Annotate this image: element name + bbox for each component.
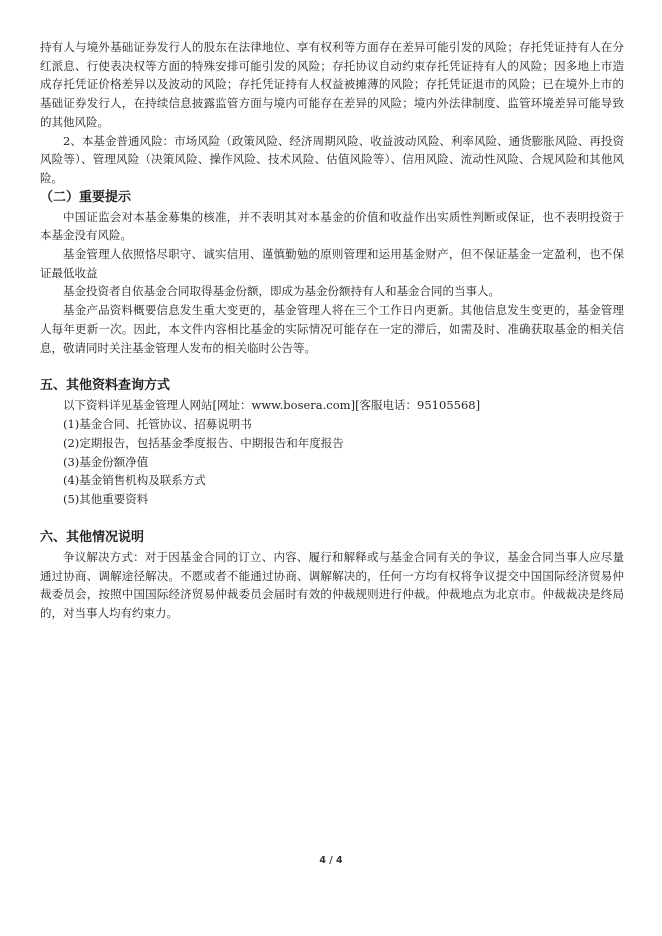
section-5-intro: 以下资料详见基金管理人网站[网址：www.bosera.com][客服电话：95105568] xyxy=(63,398,481,413)
list-item: (1)基金合同、托管协议、招募说明书 xyxy=(63,416,252,431)
list-item: (5)其他重要资料 xyxy=(63,492,149,507)
document-page xyxy=(40,38,624,623)
notice-paragraph-4: 基金产品资料概要信息发生重大变更的，基金管理人将在三个工作日内更新。其他信息发生变更的，基金管理人每年更新一次。因此，本文件内容相比基金的实际情况可能存在一定的滞后，如需及时、准确获取基金的相关信息，敬请同时关注基金管理人发布的相关临时公告等。 xyxy=(40,303,624,355)
section-6-heading: 六、其他情况说明 xyxy=(40,529,145,545)
section-5-heading: 五、其他资料查询方式 xyxy=(40,378,171,394)
list-item: (2)定期报告，包括基金季度报告、中期报告和年度报告 xyxy=(63,435,344,450)
list-item: (3)基金份额净值 xyxy=(63,454,149,469)
notice-paragraph-3: 基金投资者自依基金合同取得基金份额，即成为基金份额持有人和基金合同的当事人。 xyxy=(63,284,500,299)
important-notice-heading: （二）重要提示 xyxy=(40,189,132,205)
page-number: 4 / 4 xyxy=(319,855,343,866)
dispute-resolution-paragraph: 争议解决方式：对于因基金合同的订立、内容、履行和解释或与基金合同有关的争议，基金合同当事人应尽量通过协商、调解途径解决。不愿或者不能通过协商、调解解决的，任何一方均有权将争议提交中国国际经济贸易仲裁委员会，按照中国国际经济贸易仲裁委员会届时有效的仲裁规则进行仲裁。仲裁地点为北京市。仲裁裁决是终局的，对当事人均有约束力。 xyxy=(40,549,624,621)
notice-paragraph-2: 基金管理人依照恪尽职守、诚实信用、谨慎勤勉的原则管理和运用基金财产，但不保证基金一定盈利，也不保证最低收益 xyxy=(40,247,624,280)
risk-paragraph-continued: 持有人与境外基础证券发行人的股东在法律地位、享有权利等方面存在差异可能引发的风险；存托凭证持有人在分红派息、行使表决权等方面的特殊安排可能引发的风险；存托协议自动约束存托凭证持有人的风险；因多地上市造成存托凭证价格差异以及波动的风险；存托凭证持有人权益被摊薄的风险；存托凭证退市的风险；已在境外上市的基础证券发行人，在持续信息披露监管方面与境内可能存在差异的风险；境内外法律制度、监管环境差异可能导致的其他风险。 xyxy=(40,40,624,129)
list-item: (4)基金销售机构及联系方式 xyxy=(63,473,206,488)
notice-paragraph-1: 中国证监会对本基金募集的核准，并不表明其对本基金的价值和收益作出实质性判断或保证，也不表明投资于本基金没有风险。 xyxy=(40,209,624,243)
general-risk-paragraph: 2、本基金普通风险：市场风险（政策风险、经济周期风险、收益波动风险、利率风险、通货膨胀风险、再投资风险等）、管理风险（决策风险、操作风险、技术风险、估值风险等）、信用风险、流动性风险、合规风险和其他风险。 xyxy=(40,133,624,185)
